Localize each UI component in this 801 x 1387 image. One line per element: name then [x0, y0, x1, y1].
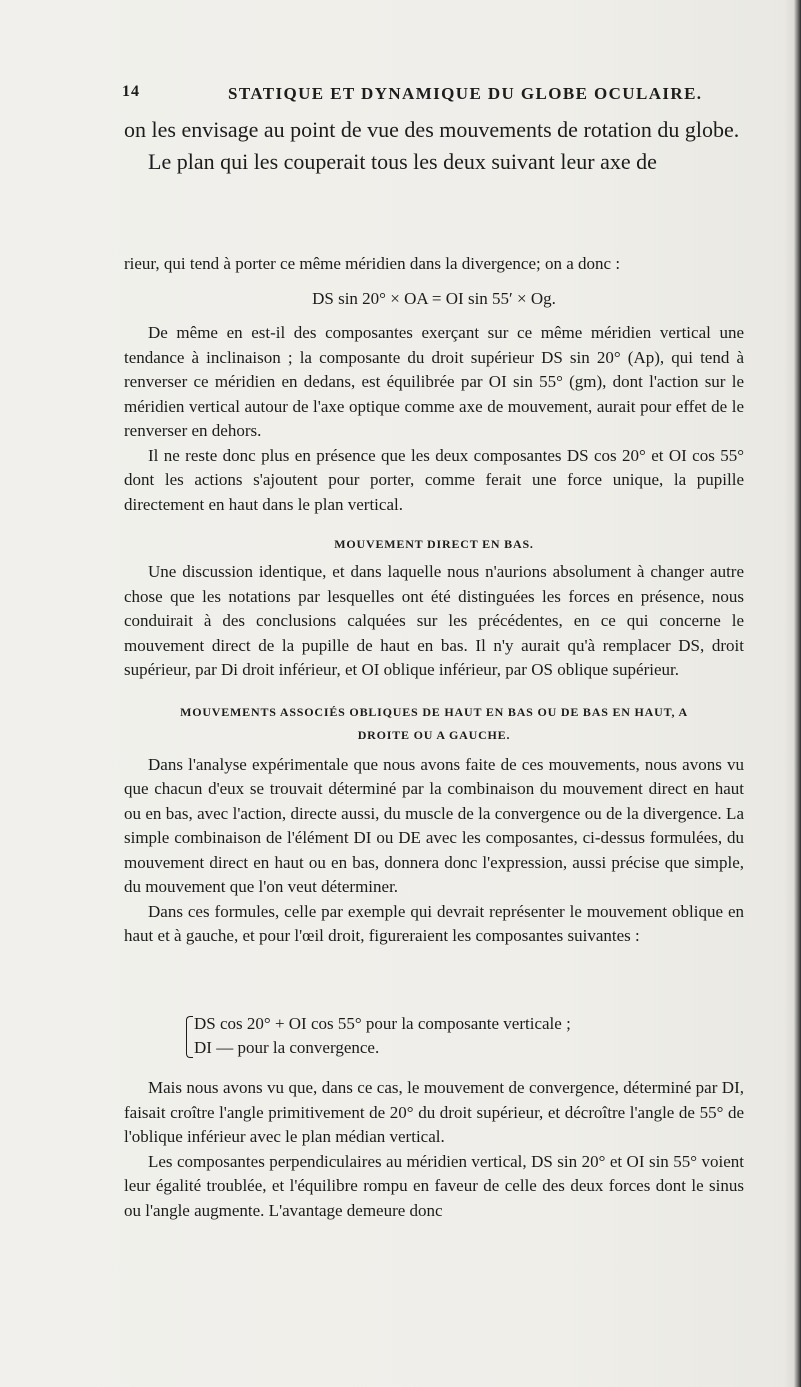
curly-brace-icon [186, 1016, 193, 1058]
formula-2 [194, 1012, 571, 1060]
paragraph-1: rieur, qui tend à porter ce même méridien dans la divergence; on a donc : [124, 254, 621, 273]
paragraph-7: Mais nous avons vu que, dans ce cas, le mouvement de convergence, déterminé par DI, faisait croître l'angle primitivement de 20° du droit supérieur, et décroître l'angle de 55° de l'oblique inférieur avec le plan médian vertical. [124, 1078, 744, 1146]
paragraph-8: Les composantes perpendiculaires au méridien vertical, DS sin 20° et OI sin 55° voient leur égalité troublée, et l'équilibre rompu en faveur de celle des deux forces dont le sinus ou l'angle augmente. L'avantage demeure donc [124, 1151, 744, 1220]
formula-2-line-2: DI — pour la convergence. [194, 1038, 380, 1057]
formula-2-line-1: DS cos 20° + OI cos 55° pour la composante verticale ; [194, 1014, 571, 1033]
body-section [124, 252, 744, 949]
paragraph-5: Dans l'analyse expérimentale que nous avons faite de ces mouvements, nous avons vu que chacun d'eux se trouvait déterminé par la combinaison du mouvement direct en haut ou en bas, avec l'action, directe aussi, du muscle de la convergence ou de la divergence. La simple combinaison de l'élément DI ou DE avec les composantes, ci-dessus formulées, du mouvement direct en haut ou en bas, donnera donc l'expression, aussi précise que simple, du mouvement que l'on veut déterminer. [124, 754, 744, 896]
section-heading-oblique: MOUVEMENTS ASSOCIÉS OBLIQUES DE HAUT EN BAS OU DE BAS EN HAUT, A DROITE OU A GAUCHE. [180, 704, 688, 742]
paragraph-3: Il ne reste donc plus en présence que les deux composantes DS cos 20° et OI cos 55° dont les actions s'ajoutent pour porter, comme ferait une force unique, la pupille directement en haut dans le plan vertical. [124, 445, 744, 514]
page-edge-shadow [783, 0, 801, 1387]
paragraph-2: De même en est-il des composantes exerçant sur ce même méridien vertical une tendance à inclinaison ; la composante du droit supérieur DS sin 20° (Ap), qui tend à renverser ce méridien en dedans, est équilibrée par OI sin 55° (gm), dont l'action sur le méridien vertical autour de l'axe optique comme axe de mouvement, aurait pour effet de le renverser en dehors. [124, 323, 744, 440]
intro-paragraph-1: on les envisage au point de vue des mouvements de rotation du globe. [124, 117, 740, 142]
paragraph-6: Dans ces formules, celle par exemple qui devrait représenter le mouvement oblique en haut et à gauche, et pour l'œil droit, figureraient les composantes suivantes : [124, 901, 744, 945]
running-title: STATIQUE ET DYNAMIQUE DU GLOBE OCULAIRE. [228, 84, 703, 103]
intro-paragraph-2: Le plan qui les couperait tous les deux suivant leur axe de [148, 149, 657, 174]
paragraph-4: Une discussion identique, et dans laquelle nous n'aurions absolument à changer autre chose que les notations par lesquelles ont été distinguées les forces en présence, nous conduirait à des conclusions calquées sur les précédentes, en ce qui concerne le mouvement direct de la pupille de haut en bas. Il n'y aurait qu'à remplacer DS, droit supérieur, par Di droit inférieur, et OI oblique inférieur, par OS oblique supérieur. [124, 562, 744, 679]
intro-section [124, 114, 744, 177]
page-number: 14 [122, 83, 140, 100]
closing-section [124, 1076, 744, 1223]
page-header [122, 83, 722, 109]
section-heading-direct-down: MOUVEMENT DIRECT EN BAS. [334, 537, 534, 551]
formula-1: DS sin 20° × OA = OI sin 55′ × Og. [312, 288, 556, 308]
